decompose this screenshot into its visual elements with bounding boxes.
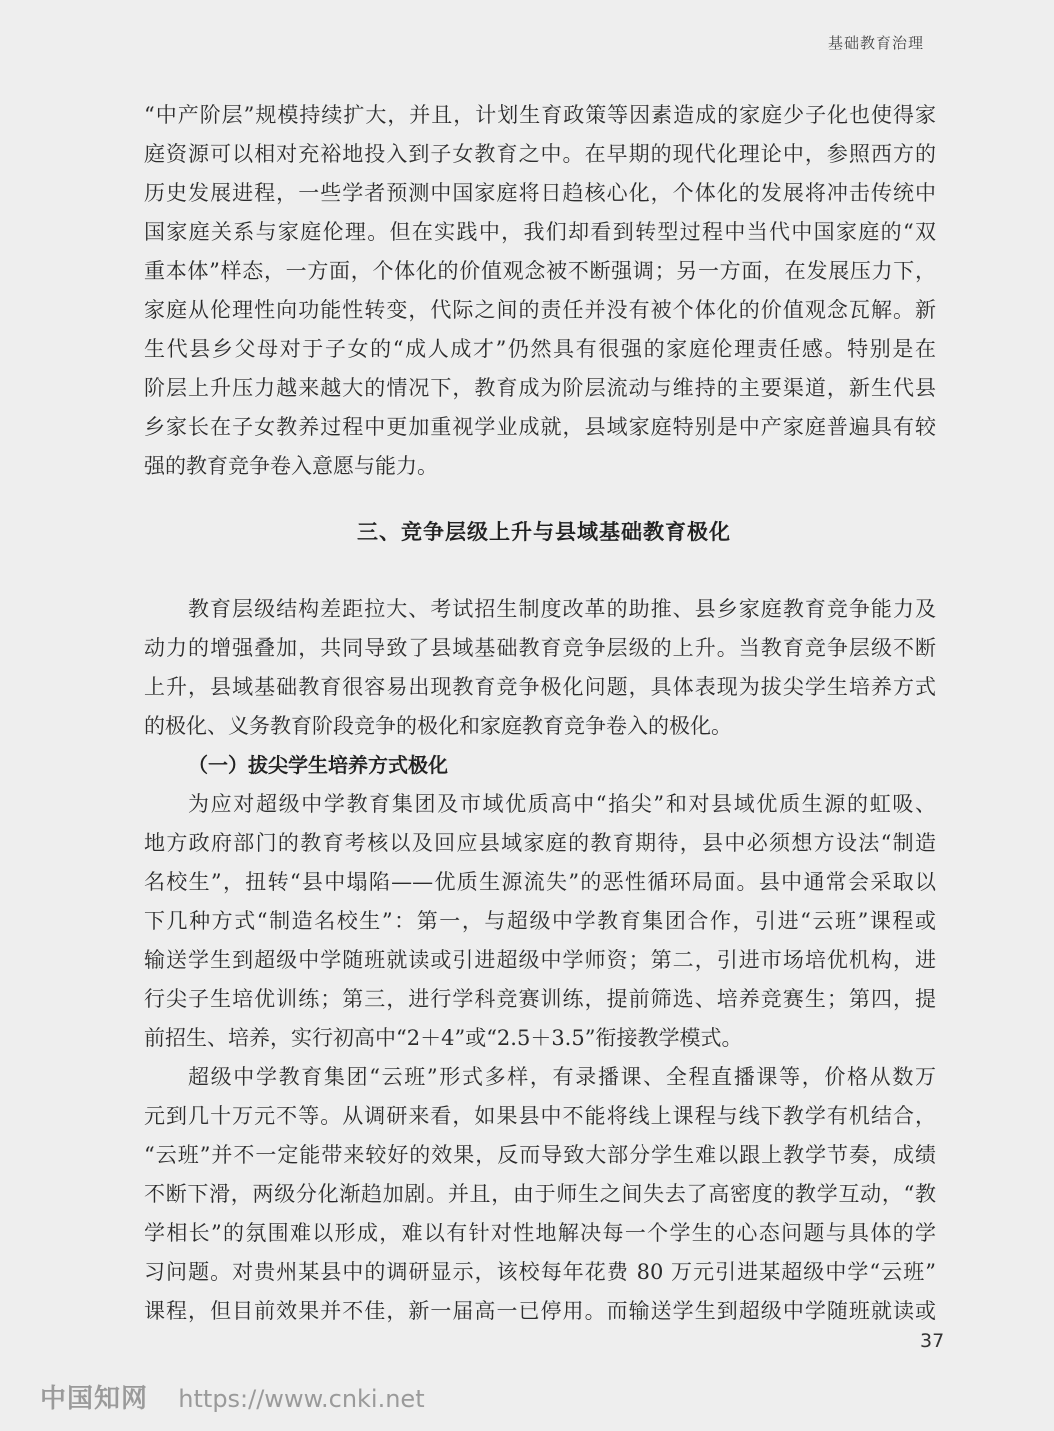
text-line: 阶层上升压力越来越大的情况下，教育成为阶层流动与维持的主要渠道，新生代县 (144, 376, 936, 400)
text-line: 名校生”，扭转“县中塌陷——优质生源流失”的恶性循环局面。县中通常会采取以 (144, 870, 936, 894)
running-header: 基础教育治理 (827, 34, 924, 52)
section-heading: 三、竞争层级上升与县域基础教育极化 (357, 520, 731, 544)
text-line: 元到几十万元不等。从调研来看，如果县中不能将线上课程与线下教学有机结合， (144, 1104, 936, 1128)
watermark-url: https://www.cnki.net (178, 1385, 425, 1413)
subsection-heading: （一）拔尖学生培养方式极化 (188, 753, 448, 777)
text-line: 庭资源可以相对充裕地投入到子女教育之中。在早期的现代化理论中，参照西方的 (144, 142, 936, 166)
text-line: 不断下滑，两级分化渐趋加剧。并且，由于师生之间失去了高密度的教学互动，“教 (144, 1182, 936, 1206)
page-number: 37 (920, 1330, 945, 1352)
text-line: 超级中学教育集团“云班”形式多样，有录播课、全程直播课等，价格从数万 (188, 1065, 936, 1089)
text-line: 动力的增强叠加，共同导致了县域基础教育竞争层级的上升。当教育竞争层级不断 (144, 636, 936, 660)
text-line: 学相长”的氛围难以形成，难以有针对性地解决每一个学生的心态问题与具体的学 (144, 1221, 936, 1245)
text-line: “云班”并不一定能带来较好的效果，反而导致大部分学生难以跟上教学节奏，成绩 (144, 1143, 936, 1167)
text-line: 家庭从伦理性向功能性转变，代际之间的责任并没有被个体化的价值观念瓦解。新 (144, 298, 936, 322)
text-line: 乡家长在子女教养过程中更加重视学业成就，县域家庭特别是中产家庭普遍具有较 (144, 415, 936, 439)
text-line: “中产阶层”规模持续扩大，并且，计划生育政策等因素造成的家庭少子化也使得家 (144, 103, 936, 127)
text-line: 下几种方式“制造名校生”：第一，与超级中学教育集团合作，引进“云班”课程或 (144, 909, 936, 933)
text-line: 行尖子生培优训练；第三，进行学科竞赛训练，提前筛选、培养竞赛生；第四，提 (144, 987, 936, 1011)
text-line: 习问题。对贵州某县中的调研显示，该校每年花费 80 万元引进某超级中学“云班” (144, 1260, 936, 1284)
text-line: 前招生、培养，实行初高中“2＋4”或“2.5＋3.5”衔接教学模式。 (144, 1026, 743, 1050)
text-line: 输送学生到超级中学随班就读或引进超级中学师资；第二，引进市场培优机构，进 (144, 948, 936, 972)
text-line: 重本体”样态，一方面，个体化的价值观念被不断强调；另一方面，在发展压力下， (144, 259, 936, 283)
text-line: 教育层级结构差距拉大、考试招生制度改革的助推、县乡家庭教育竞争能力及 (188, 597, 936, 621)
text-line: 历史发展进程，一些学者预测中国家庭将日趋核心化，个体化的发展将冲击传统中 (144, 181, 936, 205)
text-line: 生代县乡父母对于子女的“成人成才”仍然具有很强的家庭伦理责任感。特别是在 (144, 337, 936, 361)
text-line: 地方政府部门的教育考核以及回应县域家庭的教育期待，县中必须想方设法“制造 (144, 831, 936, 855)
text-line: 国家庭关系与家庭伦理。但在实践中，我们却看到转型过程中当代中国家庭的“双 (144, 220, 936, 244)
watermark-site-name: 中国知网 (40, 1384, 149, 1414)
text-line: 强的教育竞争卷入意愿与能力。 (144, 454, 438, 478)
paragraph-1 (144, 96, 936, 486)
cnki-watermark (40, 1378, 425, 1415)
paragraph-4 (144, 1058, 936, 1331)
text-line: 的极化、义务教育阶段竞争的极化和家庭教育竞争卷入的极化。 (144, 714, 732, 738)
paragraph-2 (144, 590, 936, 746)
text-line: 为应对超级中学教育集团及市域优质高中“掐尖”和对县域优质生源的虹吸、 (188, 792, 936, 816)
text-line: 上升，县域基础教育很容易出现教育竞争极化问题，具体表现为拔尖学生培养方式 (144, 675, 936, 699)
text-line: 课程，但目前效果并不佳，新一届高一已停用。而输送学生到超级中学随班就读或 (144, 1299, 936, 1323)
paragraph-3 (144, 785, 936, 1058)
section-body (144, 590, 936, 1331)
